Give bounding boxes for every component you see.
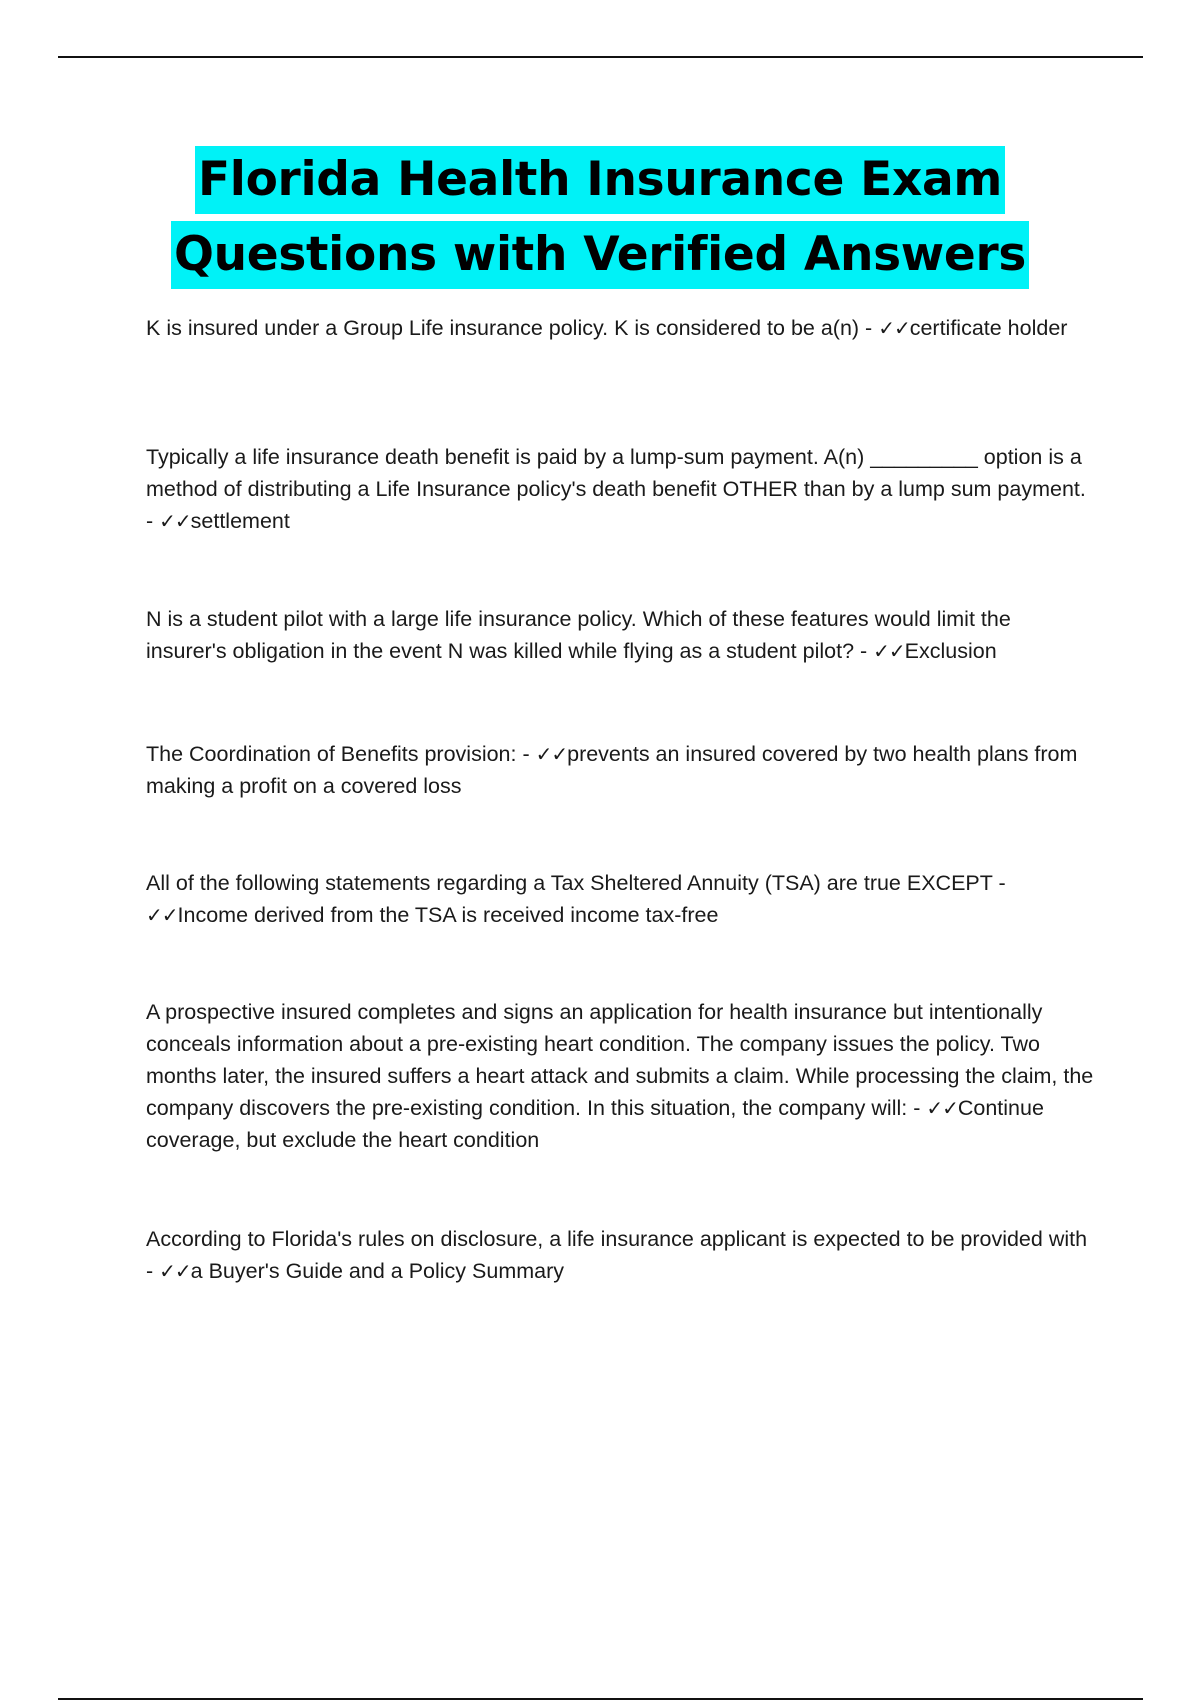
qa-item-1 xyxy=(146,312,1096,344)
header-rule xyxy=(58,56,1143,58)
qa-item-2 xyxy=(146,441,1096,537)
title-line-1: Florida Health Insurance Exam xyxy=(195,146,1005,214)
double-check-icon: ✓✓ xyxy=(535,742,568,766)
answer-text: Exclusion xyxy=(904,639,997,663)
answer-text: Income derived from the TSA is received income tax-free xyxy=(177,903,719,927)
answer-text: a Buyer's Guide and a Policy Summary xyxy=(190,1259,565,1283)
double-check-icon: ✓✓ xyxy=(878,316,910,340)
double-check-icon: ✓✓ xyxy=(146,903,178,927)
title-line-2: Questions with Verified Answers xyxy=(171,221,1029,289)
double-check-icon: ✓✓ xyxy=(159,1259,191,1283)
double-check-icon: ✓✓ xyxy=(159,509,191,533)
question-text: N is a student pilot with a large life insurance policy. Which of these features would limit the insurer's obligation in the event N was killed while flying as a student pilot? - xyxy=(146,607,1011,663)
answer-text: Continue coverage, but exclude the heart condition xyxy=(146,1096,1044,1152)
qa-item-6 xyxy=(146,996,1096,1156)
qa-item-7 xyxy=(146,1223,1096,1287)
question-text: All of the following statements regarding a Tax Sheltered Annuity (TSA) are true EXCEPT - xyxy=(146,871,1006,895)
qa-item-3 xyxy=(146,603,1096,667)
question-text: According to Florida's rules on disclosure, a life insurance applicant is expected to be provided with - xyxy=(146,1227,1088,1283)
double-check-icon: ✓✓ xyxy=(926,1096,958,1120)
answer-text: prevents an insured covered by two health plans from making a profit on a covered loss xyxy=(146,742,1078,798)
question-text: Typically a life insurance death benefit is paid by a lump-sum payment. A(n) _________ option is a method of distributing a Life Insurance policy's death benefit OTHER than by a lump sum payment. - xyxy=(146,445,1086,533)
qa-item-4 xyxy=(146,738,1096,802)
double-check-icon: ✓✓ xyxy=(873,639,905,663)
document-title xyxy=(0,146,1200,289)
answer-text: settlement xyxy=(190,509,290,533)
question-text: K is insured under a Group Life insurance policy. K is considered to be a(n) - xyxy=(146,316,879,340)
question-text: The Coordination of Benefits provision: - xyxy=(146,742,536,766)
answer-text: certificate holder xyxy=(909,316,1068,340)
question-text: A prospective insured completes and signs an application for health insurance but intentionally conceals information about a pre-existing heart condition. The company issues the policy. Two months later, the insured suffers a heart attack and submits a claim. While processing the claim, the company discovers the pre-existing condition. In this situation, the company will: - xyxy=(146,1000,1094,1120)
qa-item-5 xyxy=(146,867,1096,931)
